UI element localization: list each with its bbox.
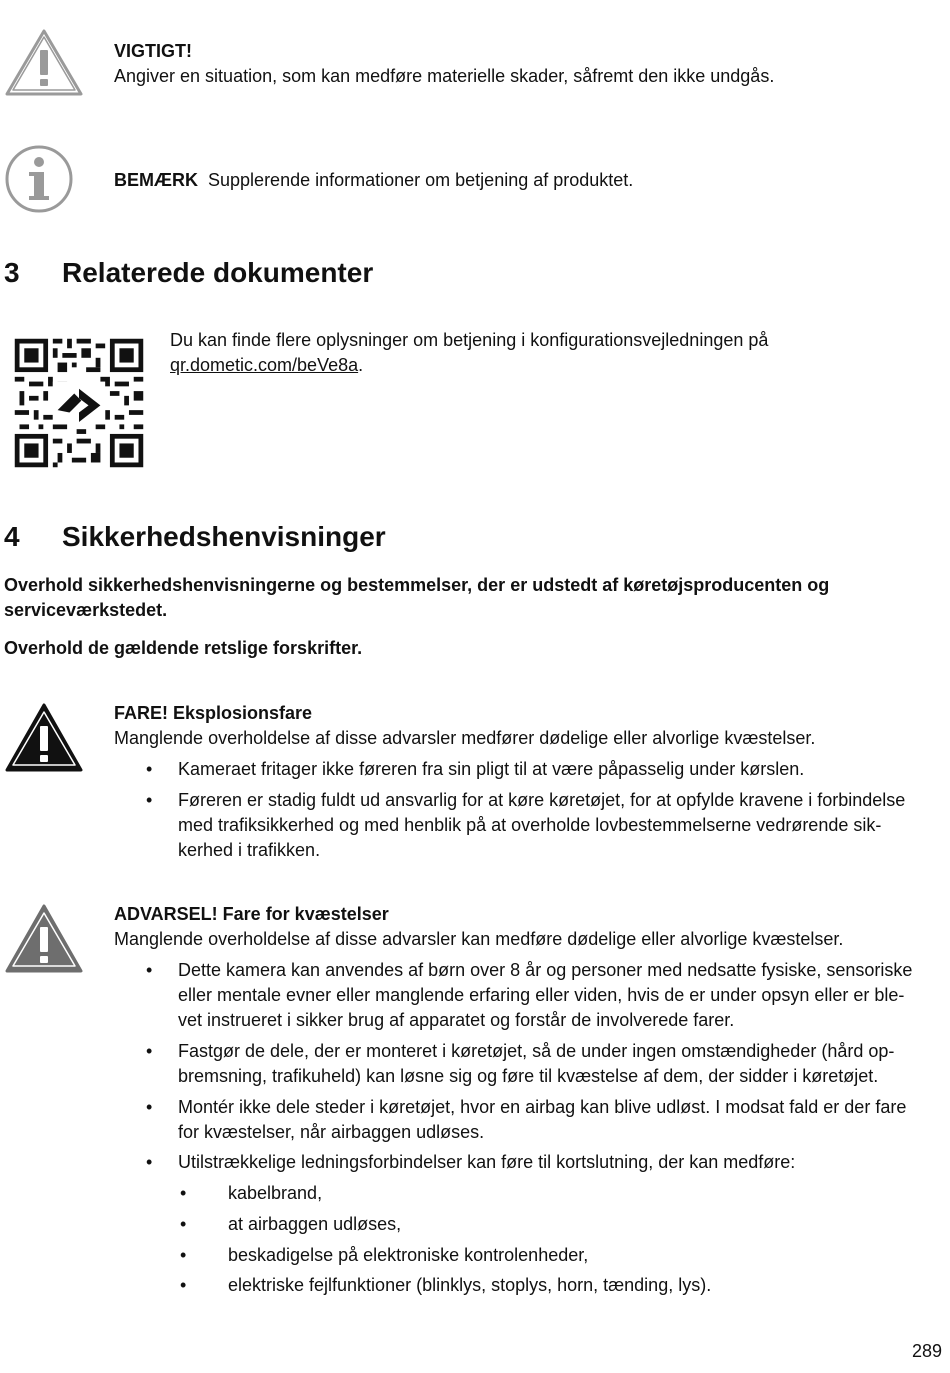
section-3-link-punctuation: .: [358, 355, 364, 375]
warning-sub-bullet-2: at airbaggen udløses,: [228, 1214, 402, 1234]
warning-title: ADVARSEL! Fare for kvæstelser: [114, 904, 389, 924]
danger-bullet-2-line-2: med trafiksikkerhed og med henblik på at overholde lovbestemmelserne vedrørende sik-: [178, 815, 882, 835]
warning-bullet-3-line-2: for kvæstelser, når airbaggen udløses.: [178, 1122, 485, 1142]
section-4-number: 4: [4, 521, 20, 552]
sub-bullet-marker: •: [180, 1275, 187, 1295]
danger-intro: Manglende overholdelse af disse advarsler medfører dødelige eller alvorlige kvæstelser.: [114, 728, 816, 748]
danger-title: FARE! Eksplosionsfare: [114, 703, 313, 723]
note-label: BEMÆRK: [114, 170, 198, 190]
section-3-link-line: [170, 353, 363, 378]
warning-bullet-1-line-1: Dette kamera kan anvendes af børn over 8 år og personer med nedsatte fysiske, sensoriske: [178, 960, 913, 980]
sub-bullet-marker: •: [180, 1214, 187, 1234]
safety-instruction-1a: Overhold sikkerhedshenvisningerne og bestemmelser, der er udstedt af køretøjsproducenten og: [4, 575, 830, 595]
section-3-text: Du kan finde flere oplysninger om betjening i konfigurationsvejledningen på: [170, 330, 769, 350]
safety-instruction-2: Overhold de gældende retslige forskrifter.: [4, 638, 363, 658]
danger-bullet-2-line-1: Føreren er stadig fuldt ud ansvarlig for at køre køretøjet, for at opfylde kravene i forbindelse: [178, 790, 906, 810]
warning-sub-bullet-3: beskadigelse på elektroniske kontrolenheder,: [228, 1245, 589, 1265]
sub-bullet-marker: •: [180, 1245, 187, 1265]
qr-code-image: [10, 334, 148, 472]
sub-bullet-marker: •: [180, 1183, 187, 1203]
warning-bullet-4: Utilstrækkelige ledningsforbindelser kan føre til kortslutning, der kan medføre:: [178, 1152, 796, 1172]
warning-bullet-3-line-1: Montér ikke dele steder i køretøjet, hvor en airbag kan blive udløst. I modsat fald er der fare: [178, 1097, 907, 1117]
bullet-marker: •: [146, 790, 153, 810]
danger-triangle-icon: [4, 702, 84, 774]
bullet-marker: •: [146, 1041, 153, 1061]
warning-bullet-2-line-1: Fastgør de dele, der er monteret i køretøjet, så de under ingen omstændigheder (hård op-: [178, 1041, 895, 1061]
info-icon: [4, 144, 74, 214]
safety-instruction-1b: serviceværkstedet.: [4, 600, 168, 620]
bullet-marker: •: [146, 1152, 153, 1172]
note-text: Supplerende informationer om betjening af produktet.: [208, 170, 634, 190]
caution-triangle-icon: [4, 28, 84, 98]
section-3-number: 3: [4, 257, 20, 288]
note-line: [114, 168, 633, 193]
warning-bullet-2-line-2: bremsning, trafikuheld) kan løsne sig og føre til kvæstelse af dem, der sidder i køretøjet.: [178, 1066, 879, 1086]
warning-intro: Manglende overholdelse af disse advarsler kan medføre dødelige eller alvorlige kvæstelser.: [114, 929, 844, 949]
danger-bullet-2-line-3: kerhed i trafikken.: [178, 840, 321, 860]
warning-sub-bullet-1: kabelbrand,: [228, 1183, 323, 1203]
section-4-title: Sikkerhedshenvisninger: [62, 521, 386, 552]
bullet-marker: •: [146, 960, 153, 980]
bullet-marker: •: [146, 1097, 153, 1117]
bullet-marker: •: [146, 759, 153, 779]
warning-triangle-icon: [4, 903, 84, 975]
warning-bullet-1-line-3: vet instrueret i sikker brug af apparatet og forstår de involverede farer.: [178, 1010, 735, 1030]
page-number: 289: [911, 1341, 942, 1361]
danger-bullet-1: Kameraet fritager ikke føreren fra sin pligt til at være påpasselig under kørslen.: [178, 759, 805, 779]
important-title: VIGTIGT!: [114, 41, 192, 61]
warning-bullet-1-line-2: eller mentale evner eller manglende erfaring eller viden, hvis de er under opsyn eller er ble-: [178, 985, 905, 1005]
section-3-title: Relaterede dokumenter: [62, 257, 374, 288]
important-text: Angiver en situation, som kan medføre materielle skader, såfremt den ikke undgås.: [114, 66, 775, 86]
dometic-qr-link[interactable]: qr.dometic.com/beVe8a: [170, 355, 359, 375]
warning-sub-bullet-4: elektriske fejlfunktioner (blinklys, stoplys, horn, tænding, lys).: [228, 1275, 712, 1295]
